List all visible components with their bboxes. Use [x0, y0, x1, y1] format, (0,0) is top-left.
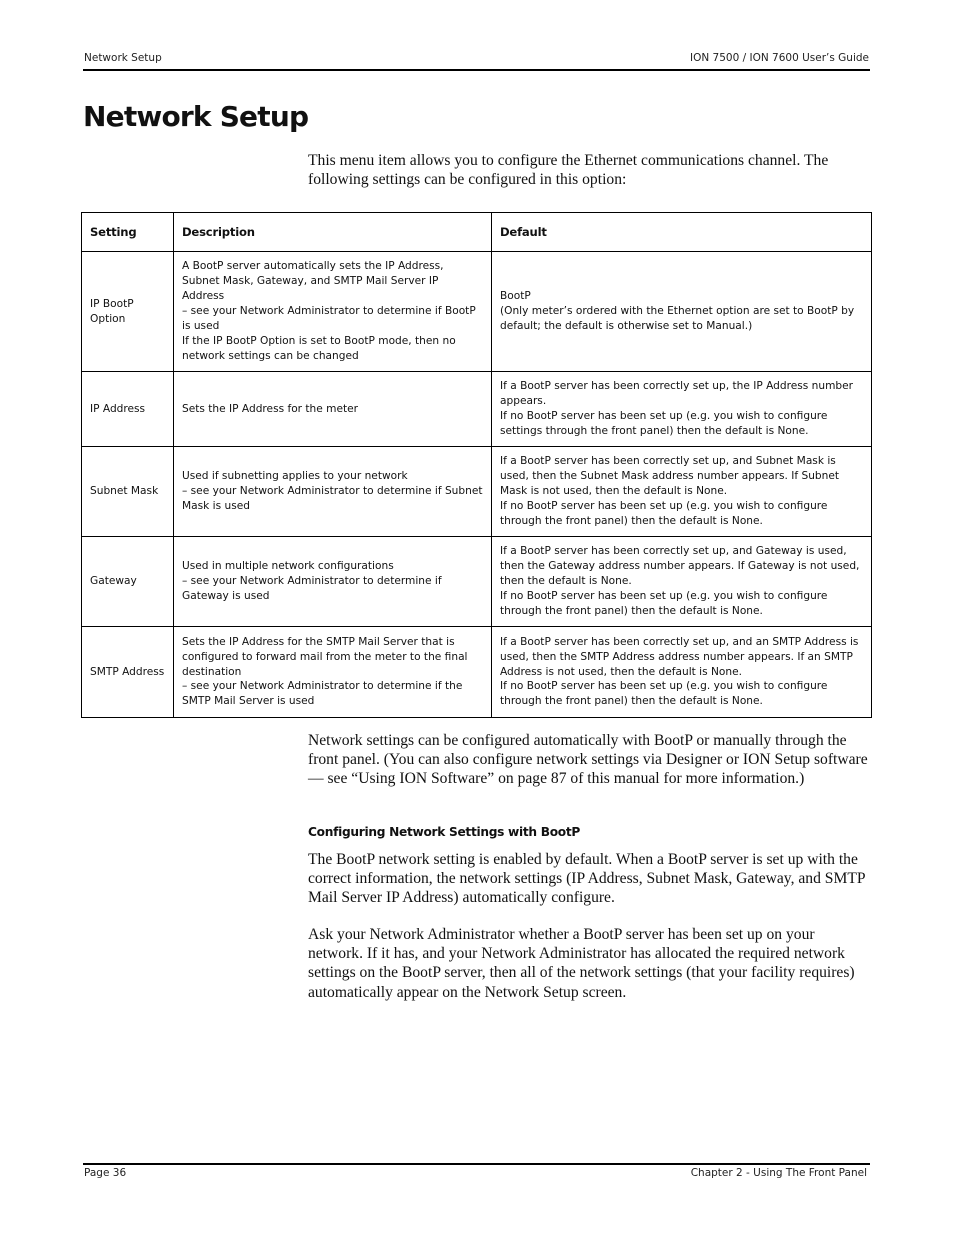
setting-cell: SMTP Address — [82, 627, 174, 718]
page-title: Network Setup — [83, 100, 309, 133]
default-line: If no BootP server has been set up (e.g. you wish to configure through the front panel) then the default is None. — [500, 589, 828, 617]
header-section-title: Network Setup — [84, 52, 162, 64]
default-line: If a BootP server has been correctly set up, the IP Address number appears. — [500, 380, 853, 408]
default-line: If a BootP server has been correctly set up, and Subnet Mask is used, then the Subnet Mask address number appears. If Subnet Mask is not used, then the default is None. — [500, 455, 840, 498]
default-line: BootP — [500, 290, 531, 303]
default-cell — [492, 372, 872, 447]
default-cell — [492, 537, 872, 627]
default-line: If no BootP server has been set up (e.g. you wish to configure through the front panel) then the default is None. — [500, 499, 828, 527]
default-cell — [492, 252, 872, 372]
description-line: – see your Network Administrator to determine if the SMTP Mail Server is used — [182, 680, 463, 708]
default-cell — [492, 627, 872, 718]
description-line: Sets the IP Address for the meter — [182, 402, 359, 415]
column-header-setting: Setting — [82, 213, 174, 252]
column-header-description: Description — [174, 213, 492, 252]
description-cell — [174, 537, 492, 627]
description-cell — [174, 627, 492, 718]
table-header-row — [82, 213, 872, 252]
bootp-paragraph-2: Ask your Network Administrator whether a BootP server has been set up on your network. If it has, and your Network Administrator has allocated the required network settings on the BootP server, then all of the network settings (that your facility requires) automatically appear on the Network Setup screen. — [308, 926, 855, 1001]
header-rule — [83, 69, 870, 71]
description-line: A BootP server automatically sets the IP Address, Subnet Mask, Gateway, and SMTP Mail Server IP Address — [182, 260, 444, 303]
table-row — [82, 627, 872, 718]
table-row — [82, 447, 872, 537]
network-settings-paragraph: Network settings can be configured automatically with BootP or manually through the front panel. (You can also configure network settings via Designer or ION Setup software — see “Using ION Software” on page 87 of this manual for more information.) — [308, 732, 868, 788]
description-line: Used if subnetting applies to your network — [182, 470, 408, 483]
setting-cell: Subnet Mask — [82, 447, 174, 537]
table-row — [82, 252, 872, 372]
section-subheading: Configuring Network Settings with BootP — [308, 825, 581, 839]
default-cell — [492, 447, 872, 537]
description-line: Sets the IP Address for the SMTP Mail Server that is configured to forward mail from the meter to the final destination — [182, 635, 468, 678]
default-line: If a BootP server has been correctly set up, and an SMTP Address is used, then the SMTP Address address number appears. If an SMTP Address is not used, then the default is None. — [500, 635, 859, 678]
footer-page-number: Page 36 — [84, 1167, 127, 1179]
description-line: – see your Network Administrator to determine if BootP is used — [182, 305, 476, 332]
footer-rule — [83, 1163, 870, 1165]
default-line: If a BootP server has been correctly set up, and Gateway is used, then the Gateway address number appears. If Gateway is not used, then the default is None. — [500, 545, 860, 588]
table-row — [82, 537, 872, 627]
default-line: (Only meter’s ordered with the Ethernet option are set to BootP by default; the default is otherwise set to Manual.) — [500, 305, 855, 332]
intro-paragraph: This menu item allows you to configure the Ethernet communications channel. The following settings can be configured in this option: — [308, 152, 829, 189]
default-line: If no BootP server has been set up (e.g. you wish to configure settings through the front panel) then the default is None. — [500, 410, 828, 437]
footer-chapter-title: Chapter 2 - Using The Front Panel — [690, 1167, 867, 1179]
description-cell — [174, 447, 492, 537]
default-line: If no BootP server has been set up (e.g. you wish to configure through the front panel) then the default is None. — [500, 680, 828, 708]
description-cell — [174, 372, 492, 447]
description-line: – see your Network Administrator to determine if Gateway is used — [182, 575, 442, 602]
setting-cell: IP Address — [82, 372, 174, 447]
description-line: Used in multiple network configurations — [182, 560, 394, 573]
settings-table — [81, 212, 872, 718]
setting-cell: IP BootP Option — [82, 252, 174, 372]
description-line: If the IP BootP Option is set to BootP mode, then no network settings can be changed — [182, 334, 456, 362]
bootp-paragraph-1: The BootP network setting is enabled by default. When a BootP server is set up with the correct information, the network settings (IP Address, Subnet Mask, Gateway, and SMTP Mail Server IP Address) automatically configure. — [308, 851, 865, 907]
description-line: – see your Network Administrator to determine if Subnet Mask is used — [182, 485, 483, 512]
header-guide-title: ION 7500 / ION 7600 User’s Guide — [689, 52, 869, 64]
table-row — [82, 372, 872, 447]
column-header-default: Default — [492, 213, 872, 252]
setting-cell: Gateway — [82, 537, 174, 627]
description-cell — [174, 252, 492, 372]
